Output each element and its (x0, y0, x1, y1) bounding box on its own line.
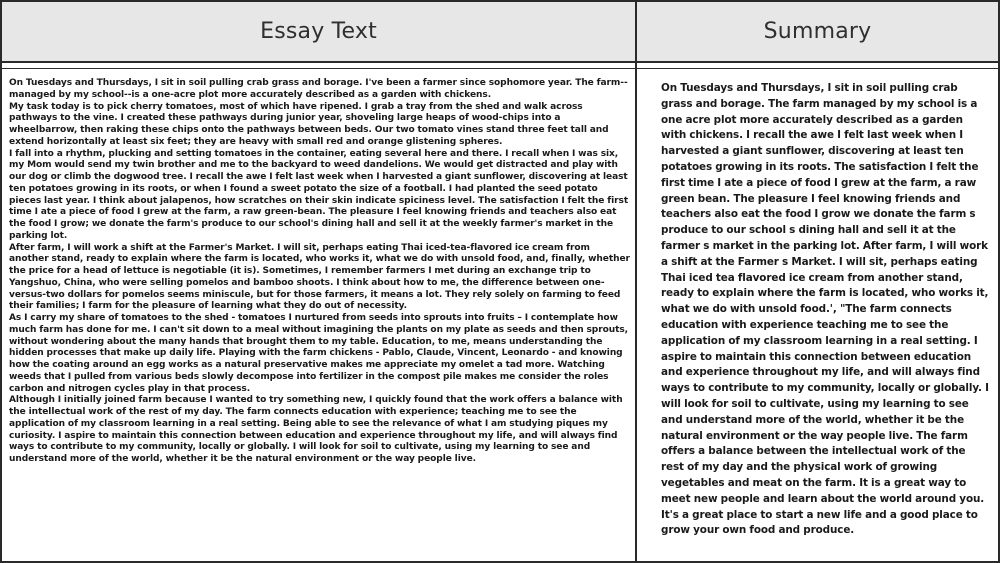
essay-paragraph: After farm, I will work a shift at the Farmer's Market. I will sit, perhaps eating Thai iced-tea-flavored ice cream from another stand, ready to explain where the farm is located, who works it, what we do with unsold food, and, finally, whether the price for a head of lettuce is negotiable (it is). Sometimes, I remember farmers I met during an exchange trip to Yangshuo, China, who were selling pomelos and bamboo shoots. I think about how to me, the difference between one-versus-two dollars for pomelos seems miniscule, but for those farmers, it means a lot. They rely solely on farming to feed their families; I farm for the pleasure of learning what they do out of necessity. (9, 242, 630, 312)
summary-text-body: On Tuesdays and Thursdays, I sit in soil pulling crab grass and borage. The farm managed by my school is a one acre plot more accurately described as a garden with chickens. I recall the awe I felt last week when I harvested a giant sunflower, discovering at least ten potatoes growing in its roots. The satisfaction I felt the first time I ate a piece of food I grew at the farm, a raw green bean. The pleasure I feel knowing friends and teachers also eat the food I grow we donate the farm s produce to our school s dining hall and sell it at the farmer s market in the parking lot. After farm, I will work a shift at the Farmer s Market. I will sit, perhaps eating Thai iced tea flavored ice cream from another stand, ready to explain where the farm is located, who works it, what we do with unsold food.', "The farm connects education with experience teaching me to see the application of my classroom learning in a real setting. I aspire to maintain this connection between education and experience throughout my life, and will always find ways to contribute to my community, locally or globally. I will look for soil to cultivate, using my learning to see and understand more of the world, whether it be the natural environment or the way people live. The farm offers a balance between the intellectual work of the rest of my day and the physical work of growing vegetables and meat on the farm. It is a great way to meet new people and learn about the world around you. It's a great place to start a new life and a good place to grow your own food and produce. (661, 82, 989, 537)
summary-panel (635, 0, 1000, 563)
essay-paragraph: Although I initially joined farm because I wanted to try something new, I quickly found that the work offers a balance with the intellectual work of the rest of my day. The farm connects education with experience; teaching me to see the application of my classroom learning in a real setting. Being able to see the relevance of what I am studying piques my curiosity. I aspire to maintain this connection between education and experience throughout my life, and will always find ways to contribute to my community, locally or globally. I will look for soil to cultivate, using my learning to see and understand more of the world, whether it be the natural environment or the way people live. (9, 395, 623, 464)
essay-paragraph: I fall into a rhythm, plucking and setting tomatoes in the container, eating several here and there. I recall when I was six, my Mom would send my twin brother and me to the backyard to weed dandelions. We would get distracted and play with our dog or climb the dogwood tree. I recall the awe I felt last week when I harvested a giant sunflower, discovering at least ten potatoes growing in its roots, or when I found a sweet potato the size of a football. I had planted the seed potato pieces last year. I think about jalapenos, how scratches on their skin indicate spiciness level. The satisfaction I felt the first time I ate a piece of food I grew at the farm, a raw green-bean. The pleasure I feel knowing friends and teachers also eat the food I grow; we donate the farm's produce to our school's dining hall and sell it at the weekly farmer's market in the parking lot. (9, 148, 629, 241)
summary-header (637, 2, 998, 63)
summary-title: Summary (763, 19, 872, 44)
essay-paragraph: As I carry my share of tomatoes to the shed - tomatoes I nurtured from seeds into sprouts into fruits – I contemplate how much farm has done for me. I can't sit down to a meal without imagining the plants on my plate as seeds and then sprouts, without wondering about the many hands that brought them to my table. Education, to me, means understanding the hidden processes that make up daily life. Playing with the farm chickens - Pablo, Claude, Vincent, Leonardo - and knowing how the coating around an egg works as a natural preservative makes me appreciate my omelet a tad more. Watching weeds that I pulled from various beds slowly decompose into fertilizer in the compost pile makes me consider the roles carbon and nitrogen cycles play in that process. (9, 313, 629, 394)
essay-paragraph: On Tuesdays and Thursdays, I sit in soil pulling crab grass and borage. I've been a farmer since sophomore year. The farm--managed by my school--is a one-acre plot more accurately described as a garden with chickens. (9, 78, 628, 100)
essay-title: Essay Text (260, 19, 377, 44)
essay-header-rule (2, 68, 635, 69)
essay-text-body (9, 78, 631, 466)
essay-header (2, 2, 635, 63)
essay-paragraph: My task today is to pick cherry tomatoes, most of which have ripened. I grab a tray from the shed and walk across pathways to the vine. I created these pathways during junior year, shoveling large heaps of wood-chips into a wheelbarrow, then raking these chips onto the pathways between beds. Our two tomato vines stand three feet tall and extend horizontally at least six feet; they are heavy with small red and orange glistening spheres. (9, 101, 609, 147)
summary-header-rule (637, 68, 998, 69)
